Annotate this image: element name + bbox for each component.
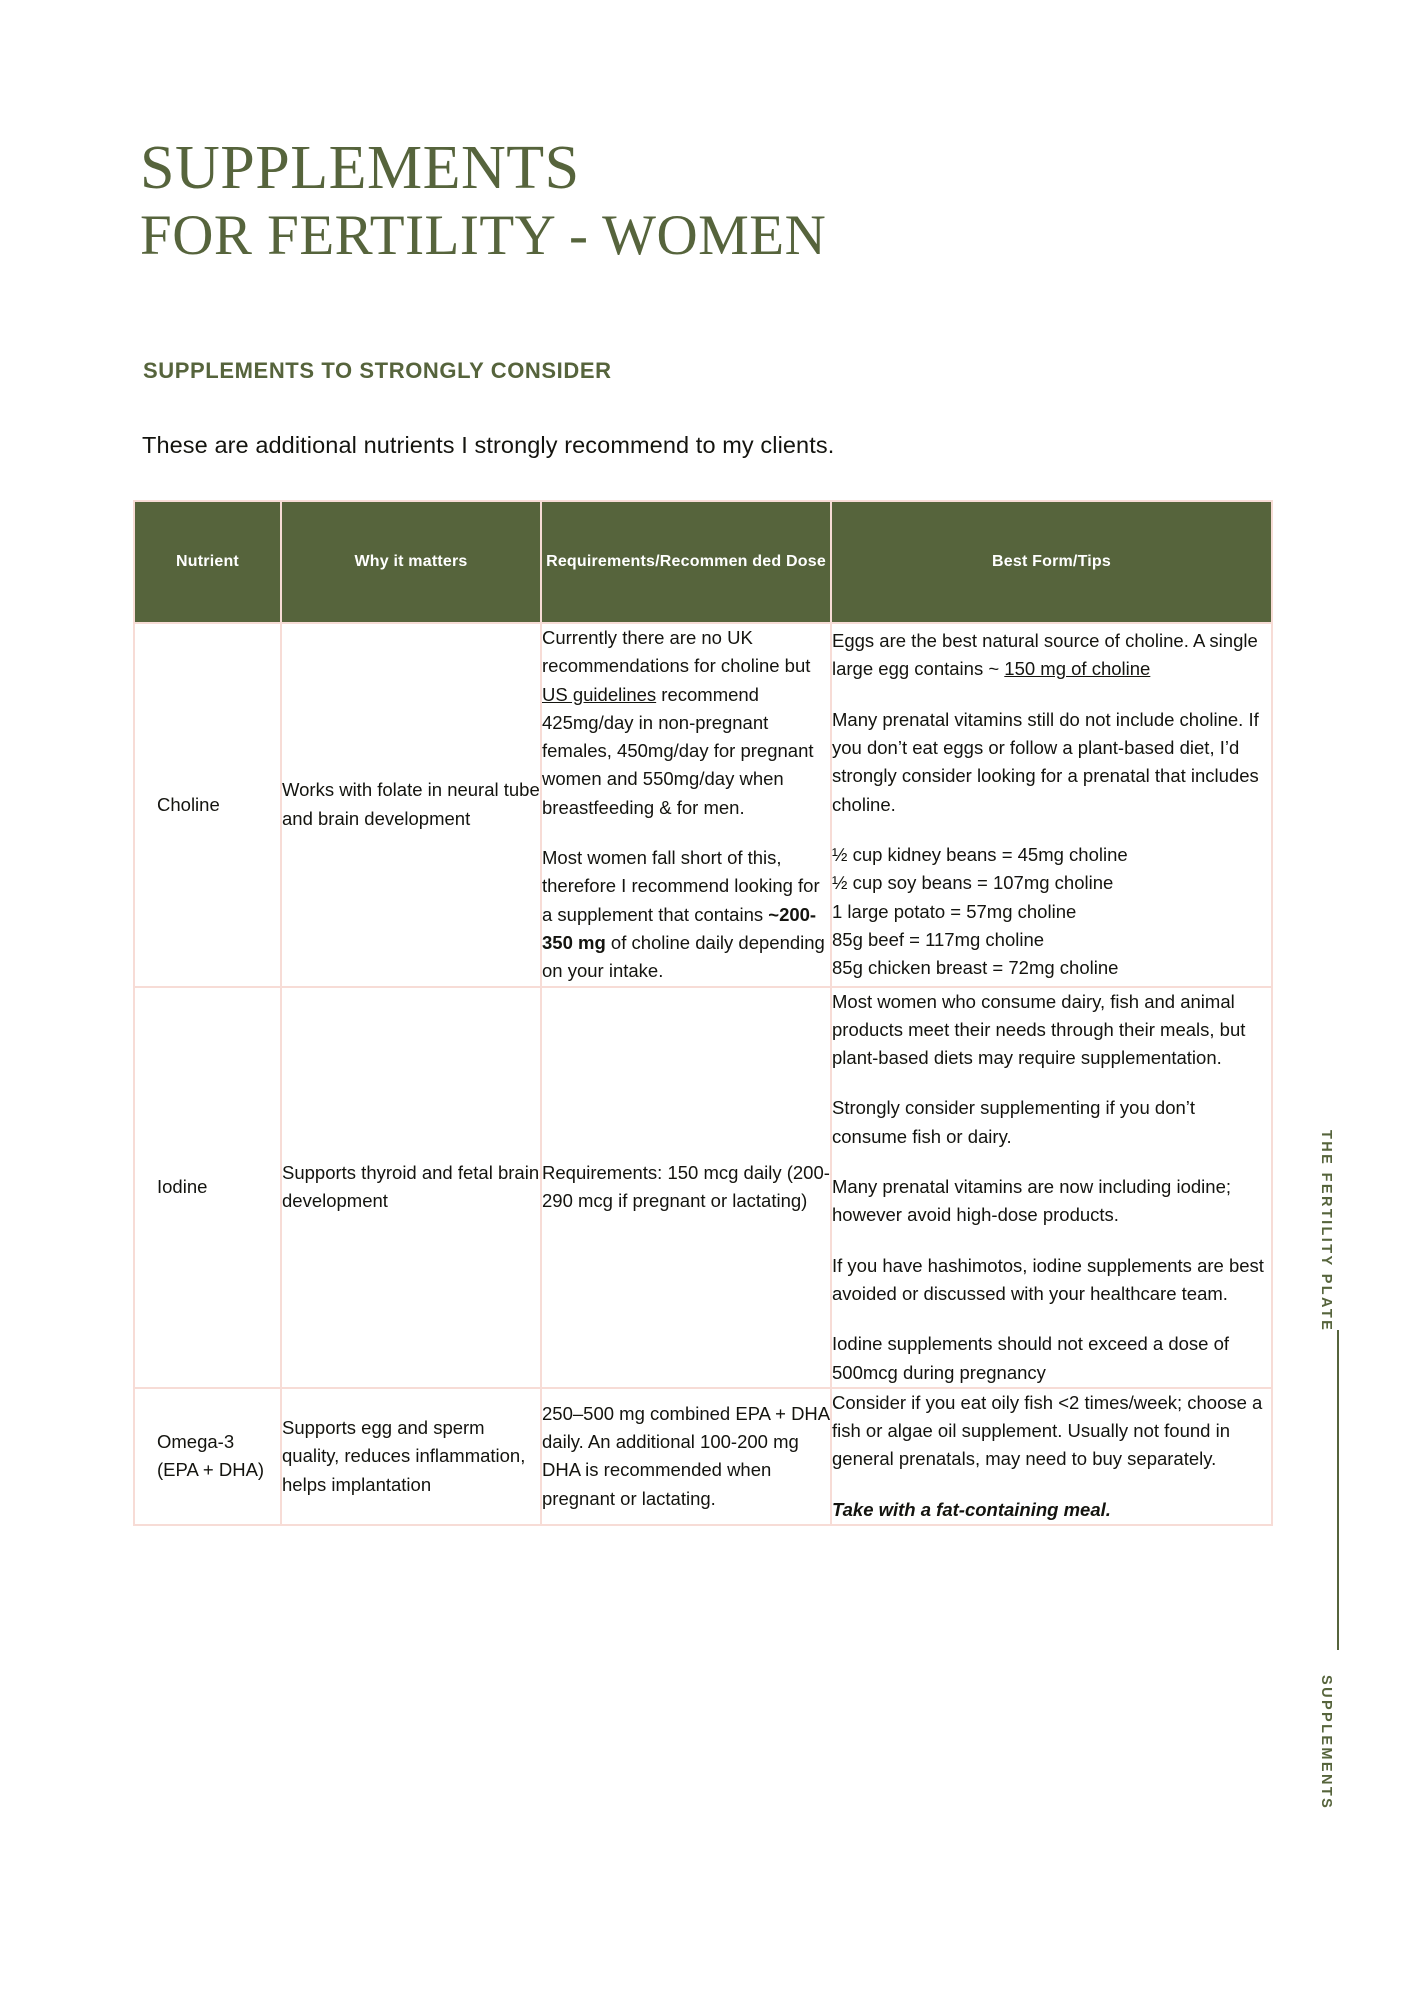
- req2-text-before-bold: Most women fall short of this, therefore I recommend looking for a supplement that contains: [542, 847, 820, 925]
- choline-egg-amount-link[interactable]: 150 mg of choline: [1004, 658, 1151, 680]
- column-header-requirements: Requirements/Recommen ded Dose: [541, 501, 831, 623]
- column-header-nutrient: Nutrient: [134, 501, 281, 623]
- req-text-before-link: Currently there are no UK recommendations for choline but: [542, 627, 811, 677]
- table-row: [134, 1388, 1272, 1525]
- best-paragraph-2: Many prenatal vitamins still do not include choline. If you don’t eat eggs or follow a plant-based diet, I’d strongly consider looking for a prenatal that includes choline.: [832, 708, 1259, 815]
- side-divider-rule: [1337, 1330, 1339, 1650]
- cell-why-it-matters: Works with folate in neural tube and brain development: [281, 623, 541, 987]
- list-item: ½ cup soy beans = 107mg choline: [832, 872, 1114, 894]
- cell-best-form-tips: [831, 1388, 1272, 1525]
- brand-label: THE FERTILITY PLATE: [1318, 1130, 1334, 1333]
- table-body: [134, 623, 1272, 1525]
- column-header-best-form-tips: Best Form/Tips: [831, 501, 1272, 623]
- table-row: [134, 987, 1272, 1388]
- req2-text-after-bold: of choline daily depending on your intake.: [542, 931, 825, 982]
- list-item: 1 large potato = 57mg choline: [832, 900, 1077, 922]
- requirements-paragraph-1: [542, 624, 830, 822]
- best-paragraph-1: Most women who consume dairy, fish and animal products meet their needs through their meals, but plant-based diets may require supplementation.: [832, 990, 1246, 1069]
- cell-requirements: [541, 623, 831, 987]
- cell-why-it-matters: Supports thyroid and fetal brain development: [281, 987, 541, 1388]
- choline-dose-emphasis: ~200-350 mg: [542, 903, 817, 953]
- us-guidelines-link[interactable]: US guidelines: [542, 683, 657, 705]
- cell-nutrient-name: Omega-3 (EPA + DHA): [134, 1388, 281, 1525]
- intro-paragraph: These are additional nutrients I strongly recommend to my clients.: [142, 432, 835, 458]
- page-title-line-1: SUPPLEMENTS: [140, 134, 580, 202]
- page-header: [140, 135, 1140, 269]
- best-paragraph-3: Many prenatal vitamins are now including iodine; however avoid high-dose products.: [832, 1176, 1231, 1226]
- best-text-before-link: Eggs are the best natural source of choline. A single large egg contains ~: [832, 630, 1258, 680]
- cell-requirements: [541, 987, 831, 1388]
- cell-requirements: [541, 1388, 831, 1525]
- table-header-row: [134, 501, 1272, 623]
- cell-why-it-matters: Supports egg and sperm quality, reduces inflammation, helps implantation: [281, 1388, 541, 1525]
- section-subtitle: SUPPLEMENTS TO STRONGLY CONSIDER: [143, 358, 612, 383]
- choline-food-list: [832, 841, 1271, 982]
- cell-best-form-tips: [831, 987, 1272, 1388]
- list-item: 85g chicken breast = 72mg choline: [832, 957, 1119, 979]
- best-paragraph-1: Consider if you eat oily fish <2 times/week; choose a fish or algae oil supplement. Usually not found in general prenatals, may need to buy separately.: [832, 1391, 1263, 1470]
- table-head: [134, 501, 1272, 623]
- list-item: ½ cup kidney beans = 45mg choline: [832, 843, 1128, 865]
- list-item: 85g beef = 117mg choline: [832, 928, 1045, 950]
- section-label: SUPPLEMENTS: [1318, 1675, 1334, 1811]
- requirements-paragraph-2: [542, 844, 830, 985]
- supplements-table-wrapper: [133, 500, 1271, 1526]
- best-paragraph-5: Iodine supplements should not exceed a dose of 500mcg during pregnancy: [832, 1333, 1230, 1383]
- requirements-paragraph-1: 250–500 mg combined EPA + DHA daily. An additional 100-200 mg DHA is recommended when pregnant or lactating.: [542, 1402, 830, 1509]
- requirements-paragraph-1: Requirements: 150 mcg daily (200-290 mcg if pregnant or lactating): [542, 1161, 830, 1212]
- omega3-take-with-fat-note: Take with a fat-containing meal.: [832, 1498, 1111, 1520]
- cell-nutrient-name: Iodine: [134, 987, 281, 1388]
- supplements-table: [133, 500, 1273, 1526]
- req-text-after-link: recommend 425mg/day in non-pregnant females, 450mg/day for pregnant women and 550mg/day when breastfeeding & for men.: [542, 683, 814, 818]
- side-margin-branding: [1318, 1130, 1358, 1890]
- cell-nutrient-name: Choline: [134, 623, 281, 987]
- best-paragraph-1: [832, 627, 1271, 684]
- best-paragraph-4: If you have hashimotos, iodine supplements are best avoided or discussed with your healthcare team.: [832, 1254, 1264, 1304]
- table-row: [134, 623, 1272, 987]
- best-paragraph-2: Strongly consider supplementing if you don’t consume fish or dairy.: [832, 1097, 1196, 1147]
- column-header-why-it-matters: Why it matters: [281, 501, 541, 623]
- page-title-line-2: FOR FERTILITY - WOMEN: [140, 203, 827, 267]
- cell-best-form-tips: [831, 623, 1272, 987]
